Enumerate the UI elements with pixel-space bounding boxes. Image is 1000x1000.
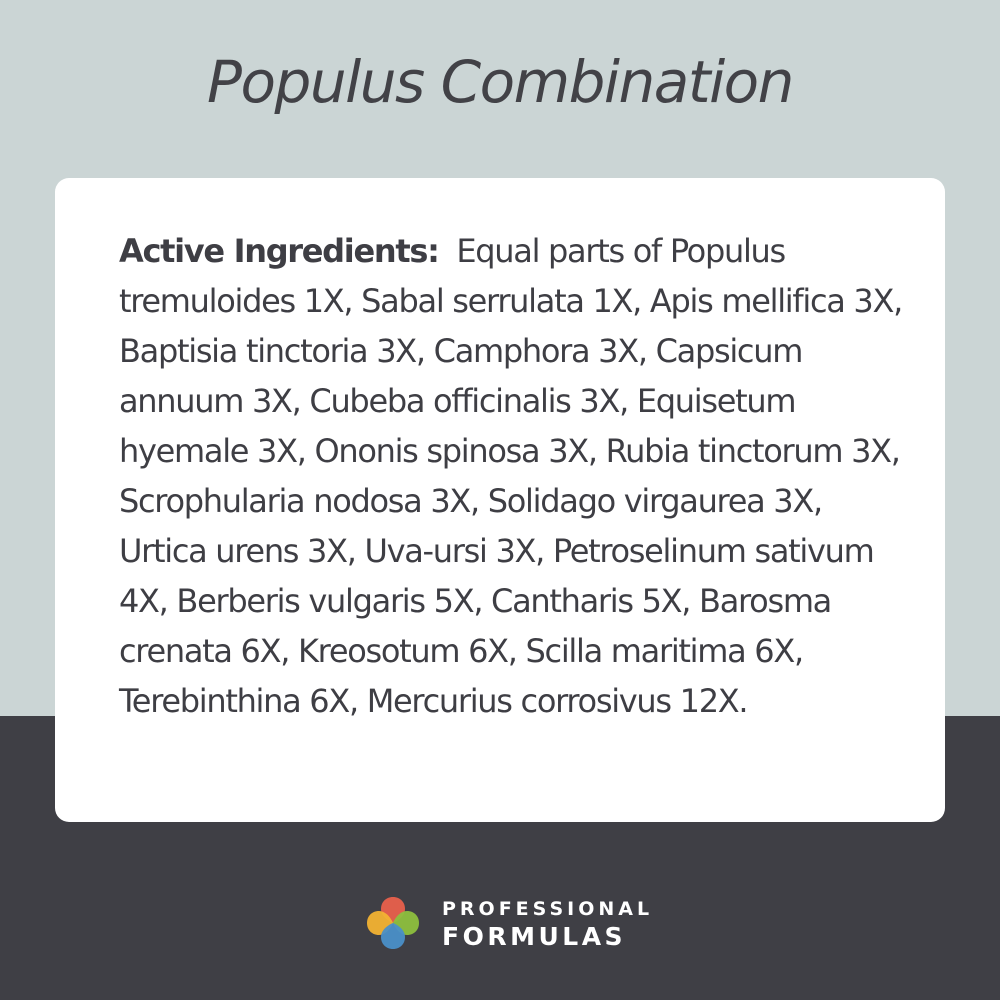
ingredients-label: Active Ingredients: [119, 232, 439, 270]
brand-line-1: PROFESSIONAL [442, 898, 654, 920]
ingredients-text: Equal parts of Populus tremuloides 1X, Sabal serrulata 1X, Apis mellifica 3X, Baptisia tinctoria 3X, Camphora 3X, Capsicum annuum 3X, Cubeba officinalis 3X, Equisetum hyemale 3X, Ononis spinosa 3X, Rubia tinctorum 3X, Scrophularia nodosa 3X, Solidago virgaurea 3X, Urtica urens 3X, Uva-ursi 3X, Petroselinum sativum 4X, Berberis vulgaris 5X, Cantharis 5X, Barosma crenata 6X, Kreosotum 6X, Scilla maritima 6X, Terebinthina 6X, Mercurius corrosivus 12X. [119, 232, 902, 720]
brand-name [442, 896, 653, 952]
ingredients-card [55, 178, 945, 822]
page-title: Populus Combination [207, 48, 793, 116]
brand-line-2: FORMULAS [442, 922, 627, 951]
four-petal-logo-icon [362, 892, 424, 954]
brand-logo [362, 892, 654, 954]
ingredients-paragraph [119, 226, 909, 726]
